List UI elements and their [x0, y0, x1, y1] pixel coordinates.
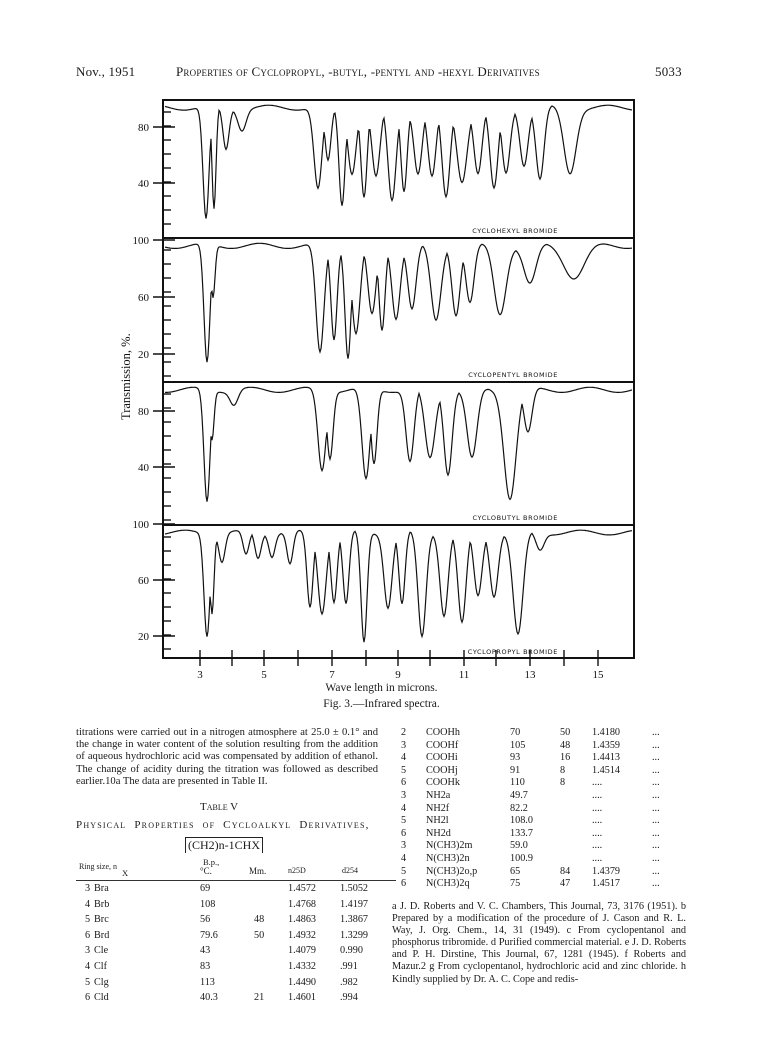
- spectrum-label: CYCLOHEXYL BROMIDE: [472, 227, 558, 235]
- y-tick-label: 40: [138, 178, 149, 190]
- table-cell: 4: [85, 898, 91, 910]
- table-cell: ....: [592, 840, 603, 852]
- table-cell: ....: [592, 827, 603, 839]
- y-tick-label: 80: [138, 122, 149, 134]
- table-cell: N(CH3)2q: [426, 878, 470, 890]
- table-cell: NH2f: [426, 802, 450, 814]
- table-cell: 1.4413: [592, 752, 621, 764]
- table-cell: 1.4768: [288, 898, 317, 910]
- x-tick-label: 15: [592, 669, 604, 681]
- table-cell: N(CH3)2m: [426, 840, 473, 852]
- body-paragraph: titrations were carried out in a nitrogen atmosphere at 25.0 ± 0.1° and the change in water content of the solution resulting from the addition of aqueous hydrochloric acid was compensated by addition of ethanol. The change of acidity during the titration was followed as described earlier.10a The data are presented in Table II.: [76, 727, 378, 787]
- table-cell: 3: [85, 883, 91, 894]
- table-cell: 43: [200, 945, 211, 957]
- table-cell: 40.3: [200, 992, 218, 1004]
- table-cell: 4: [401, 802, 407, 814]
- col-ring-size: Ring size, n: [79, 862, 117, 871]
- x-tick-label: 5: [261, 669, 267, 681]
- table-cell: 1.3867: [340, 914, 369, 926]
- table-cell: COOHi: [426, 752, 458, 764]
- y-tick-label: 60: [138, 575, 149, 587]
- table-cell: 1.5052: [340, 883, 369, 894]
- table-left-body: [76, 883, 396, 1013]
- table-cell: .994: [340, 992, 358, 1004]
- table-cell: 105: [510, 739, 526, 751]
- figure-caption: Fig. 3.—Infrared spectra.: [323, 698, 440, 710]
- running-head-title: Properties of Cyclopropyl, -butyl, -pentyl and -hexyl Derivatives: [176, 64, 540, 79]
- table-cell: 1.4514: [592, 764, 621, 776]
- spectrum-label: CYCLOPROPYL BROMIDE: [467, 648, 558, 656]
- table-cell: ...: [652, 764, 660, 776]
- table-cell: 56: [200, 914, 211, 926]
- y-tick-label: 20: [138, 631, 149, 643]
- table-cell: 4: [401, 853, 407, 864]
- table-cell: 100.9: [510, 853, 533, 864]
- table-cell: 47: [560, 878, 571, 890]
- table-cell: 1.3299: [340, 929, 369, 941]
- table-cell: ...: [652, 815, 660, 827]
- table-cell: ....: [592, 853, 603, 864]
- spectrum-trace: [165, 530, 632, 642]
- table-cell: COOHf: [426, 739, 459, 751]
- y-tick-label: 100: [132, 235, 149, 247]
- col-d: d254: [342, 866, 358, 875]
- table-cell: NH2l: [426, 815, 449, 827]
- table-cell: Clg: [94, 976, 109, 988]
- table-cell: Cle: [94, 945, 109, 957]
- x-tick-label: 3: [197, 669, 203, 681]
- table-cell: 91: [510, 764, 521, 776]
- table-cell: 70: [510, 727, 521, 738]
- table-cell: ....: [592, 777, 603, 789]
- page-number: 5033: [655, 64, 682, 79]
- table-header-row: [76, 860, 396, 881]
- table-footnotes: a J. D. Roberts and V. C. Chambers, This Journal, 73, 3176 (1951). b Prepared by a modification of the procedure of J. Cason and R. L. Way, J. Org. Chem., 14, 31 (1949). c From cyclopentanol and phosphorus tribromide. d Purified commercial material. e J. D. Roberts and P. H. Dirstine, This Journal, 67, 1281 (1945). f Roberts and Mazur.2 g From cyclopentanol, hydrochloric acid and zinc chloride. h Kindly supplied by Dr. A. C. Cope and redis-: [392, 901, 686, 985]
- x-tick-label: 13: [524, 669, 536, 681]
- x-tick-label: 9: [395, 669, 401, 681]
- table-cell: COOHj: [426, 764, 458, 776]
- table-formula: (CH2)n-1CHX: [185, 837, 263, 853]
- table-cell: N(CH3)2n: [426, 853, 470, 864]
- table-cell: ...: [652, 802, 660, 814]
- col-nd: n25D: [288, 866, 306, 875]
- table-cell: 2: [401, 727, 407, 738]
- table-cell: ...: [652, 840, 660, 852]
- table-cell: Brb: [94, 898, 110, 910]
- col-x: X: [122, 868, 129, 878]
- table-cell: 108.0: [510, 815, 533, 827]
- table-cell: 3: [85, 945, 91, 957]
- table-cell: COOHk: [426, 777, 460, 789]
- table-cell: 6: [85, 929, 91, 941]
- table-cell: 48: [254, 914, 265, 926]
- col-bp-c: °C.: [200, 866, 212, 876]
- table-cell: .982: [340, 976, 358, 988]
- table-cell: 8: [560, 777, 566, 789]
- table-cell: 3: [401, 840, 407, 852]
- table-cell: 69: [200, 883, 211, 894]
- table-cell: COOHh: [426, 727, 460, 738]
- table-cell: 1.4079: [288, 945, 317, 957]
- x-tick-label: 7: [329, 669, 335, 681]
- table-cell: 6: [401, 777, 407, 789]
- table-cell: 16: [560, 752, 571, 764]
- table-cell: ....: [592, 790, 603, 801]
- table-cell: 5: [401, 764, 407, 776]
- table-cell: 6: [85, 992, 91, 1004]
- table-cell: N(CH3)2o,p: [426, 865, 478, 877]
- y-axis-label: Transmission, %.: [119, 333, 133, 420]
- spectrum-label: CYCLOPENTYL BROMIDE: [468, 371, 558, 379]
- table-cell: 1.4490: [288, 976, 317, 988]
- table-cell: ...: [652, 865, 660, 877]
- table-cell: 75: [510, 878, 521, 890]
- table-cell: 110: [510, 777, 525, 789]
- table-cell: ...: [652, 790, 660, 801]
- col-mm: Mm.: [249, 866, 267, 876]
- table-cell: 21: [254, 992, 265, 1004]
- table-cell: 3: [401, 739, 407, 751]
- table-cell: 50: [560, 727, 571, 738]
- table-cell: Clf: [94, 961, 108, 972]
- table-cell: 84: [560, 865, 571, 877]
- table-cell: ...: [652, 827, 660, 839]
- table-cell: 82.2: [510, 802, 528, 814]
- bp-header: B.p.,: [203, 857, 220, 867]
- table-cell: 1.4379: [592, 865, 621, 877]
- table-cell: 1.4572: [288, 883, 317, 894]
- spectrum-trace: [165, 105, 632, 218]
- table-title: Physical Properties of Cycloalkyl Derivatives,: [76, 819, 370, 831]
- table-cell: 5: [401, 865, 407, 877]
- y-tick-label: 40: [138, 462, 149, 474]
- table-cell: 1.4332: [288, 961, 317, 972]
- table-cell: .991: [340, 961, 358, 972]
- table-cell: 5: [85, 976, 91, 988]
- table-cell: NH2a: [426, 790, 451, 801]
- table-cell: 3: [401, 790, 407, 801]
- table-cell: 0.990: [340, 945, 363, 957]
- table-cell: 1.4180: [592, 727, 621, 738]
- table-cell: 113: [200, 976, 215, 988]
- table-cell: ...: [652, 878, 660, 890]
- table-cell: 6: [401, 878, 407, 890]
- spectrum-trace: [165, 243, 632, 362]
- x-axis-label: Wave length in microns.: [325, 682, 438, 694]
- table-cell: 49.7: [510, 790, 528, 801]
- table-cell: 4: [401, 752, 407, 764]
- table-cell: 1.4601: [288, 992, 317, 1004]
- table-cell: Brd: [94, 929, 110, 941]
- table-cell: 5: [401, 815, 407, 827]
- table-cell: 1.4517: [592, 878, 621, 890]
- table-cell: ...: [652, 853, 660, 864]
- table-cell: 108: [200, 898, 216, 910]
- table-cell: 1.4197: [340, 898, 369, 910]
- table-cell: 133.7: [510, 827, 533, 839]
- table-cell: ...: [652, 739, 660, 751]
- table-cell: 4: [85, 961, 91, 972]
- table-cell: ...: [652, 777, 660, 789]
- table-cell: 59.0: [510, 840, 528, 852]
- table-cell: 79.6: [200, 929, 218, 941]
- table-cell: 83: [200, 961, 211, 972]
- table-cell: Brc: [94, 914, 109, 926]
- y-tick-label: 80: [138, 406, 149, 418]
- table-cell: ...: [652, 727, 660, 738]
- table-cell: Cld: [94, 992, 109, 1004]
- table-cell: 8: [560, 764, 566, 776]
- table-number: Table V: [200, 801, 239, 813]
- table-cell: 50: [254, 929, 265, 941]
- x-tick-label: 11: [458, 669, 470, 681]
- table-cell: 1.4932: [288, 929, 317, 941]
- running-head-date: Nov., 1951: [76, 64, 136, 79]
- table-cell: ....: [592, 802, 603, 814]
- table-cell: ....: [592, 815, 603, 827]
- y-tick-label: 60: [138, 292, 149, 304]
- table-cell: 5: [85, 914, 91, 926]
- table-cell: 1.4863: [288, 914, 317, 926]
- table-cell: 48: [560, 739, 571, 751]
- table-cell: 1.4359: [592, 739, 621, 751]
- table-cell: 65: [510, 865, 521, 877]
- table-cell: Bra: [94, 883, 109, 894]
- table-cell: 93: [510, 752, 521, 764]
- table-cell: 6: [401, 827, 407, 839]
- y-tick-label: 20: [138, 349, 149, 361]
- y-tick-label: 100: [132, 519, 149, 531]
- spectrum-trace: [165, 387, 632, 501]
- table-right-body: [392, 727, 692, 897]
- spectrum-label: CYCLOBUTYL BROMIDE: [472, 514, 558, 522]
- table-cell: NH2d: [426, 827, 451, 839]
- table-cell: ...: [652, 752, 660, 764]
